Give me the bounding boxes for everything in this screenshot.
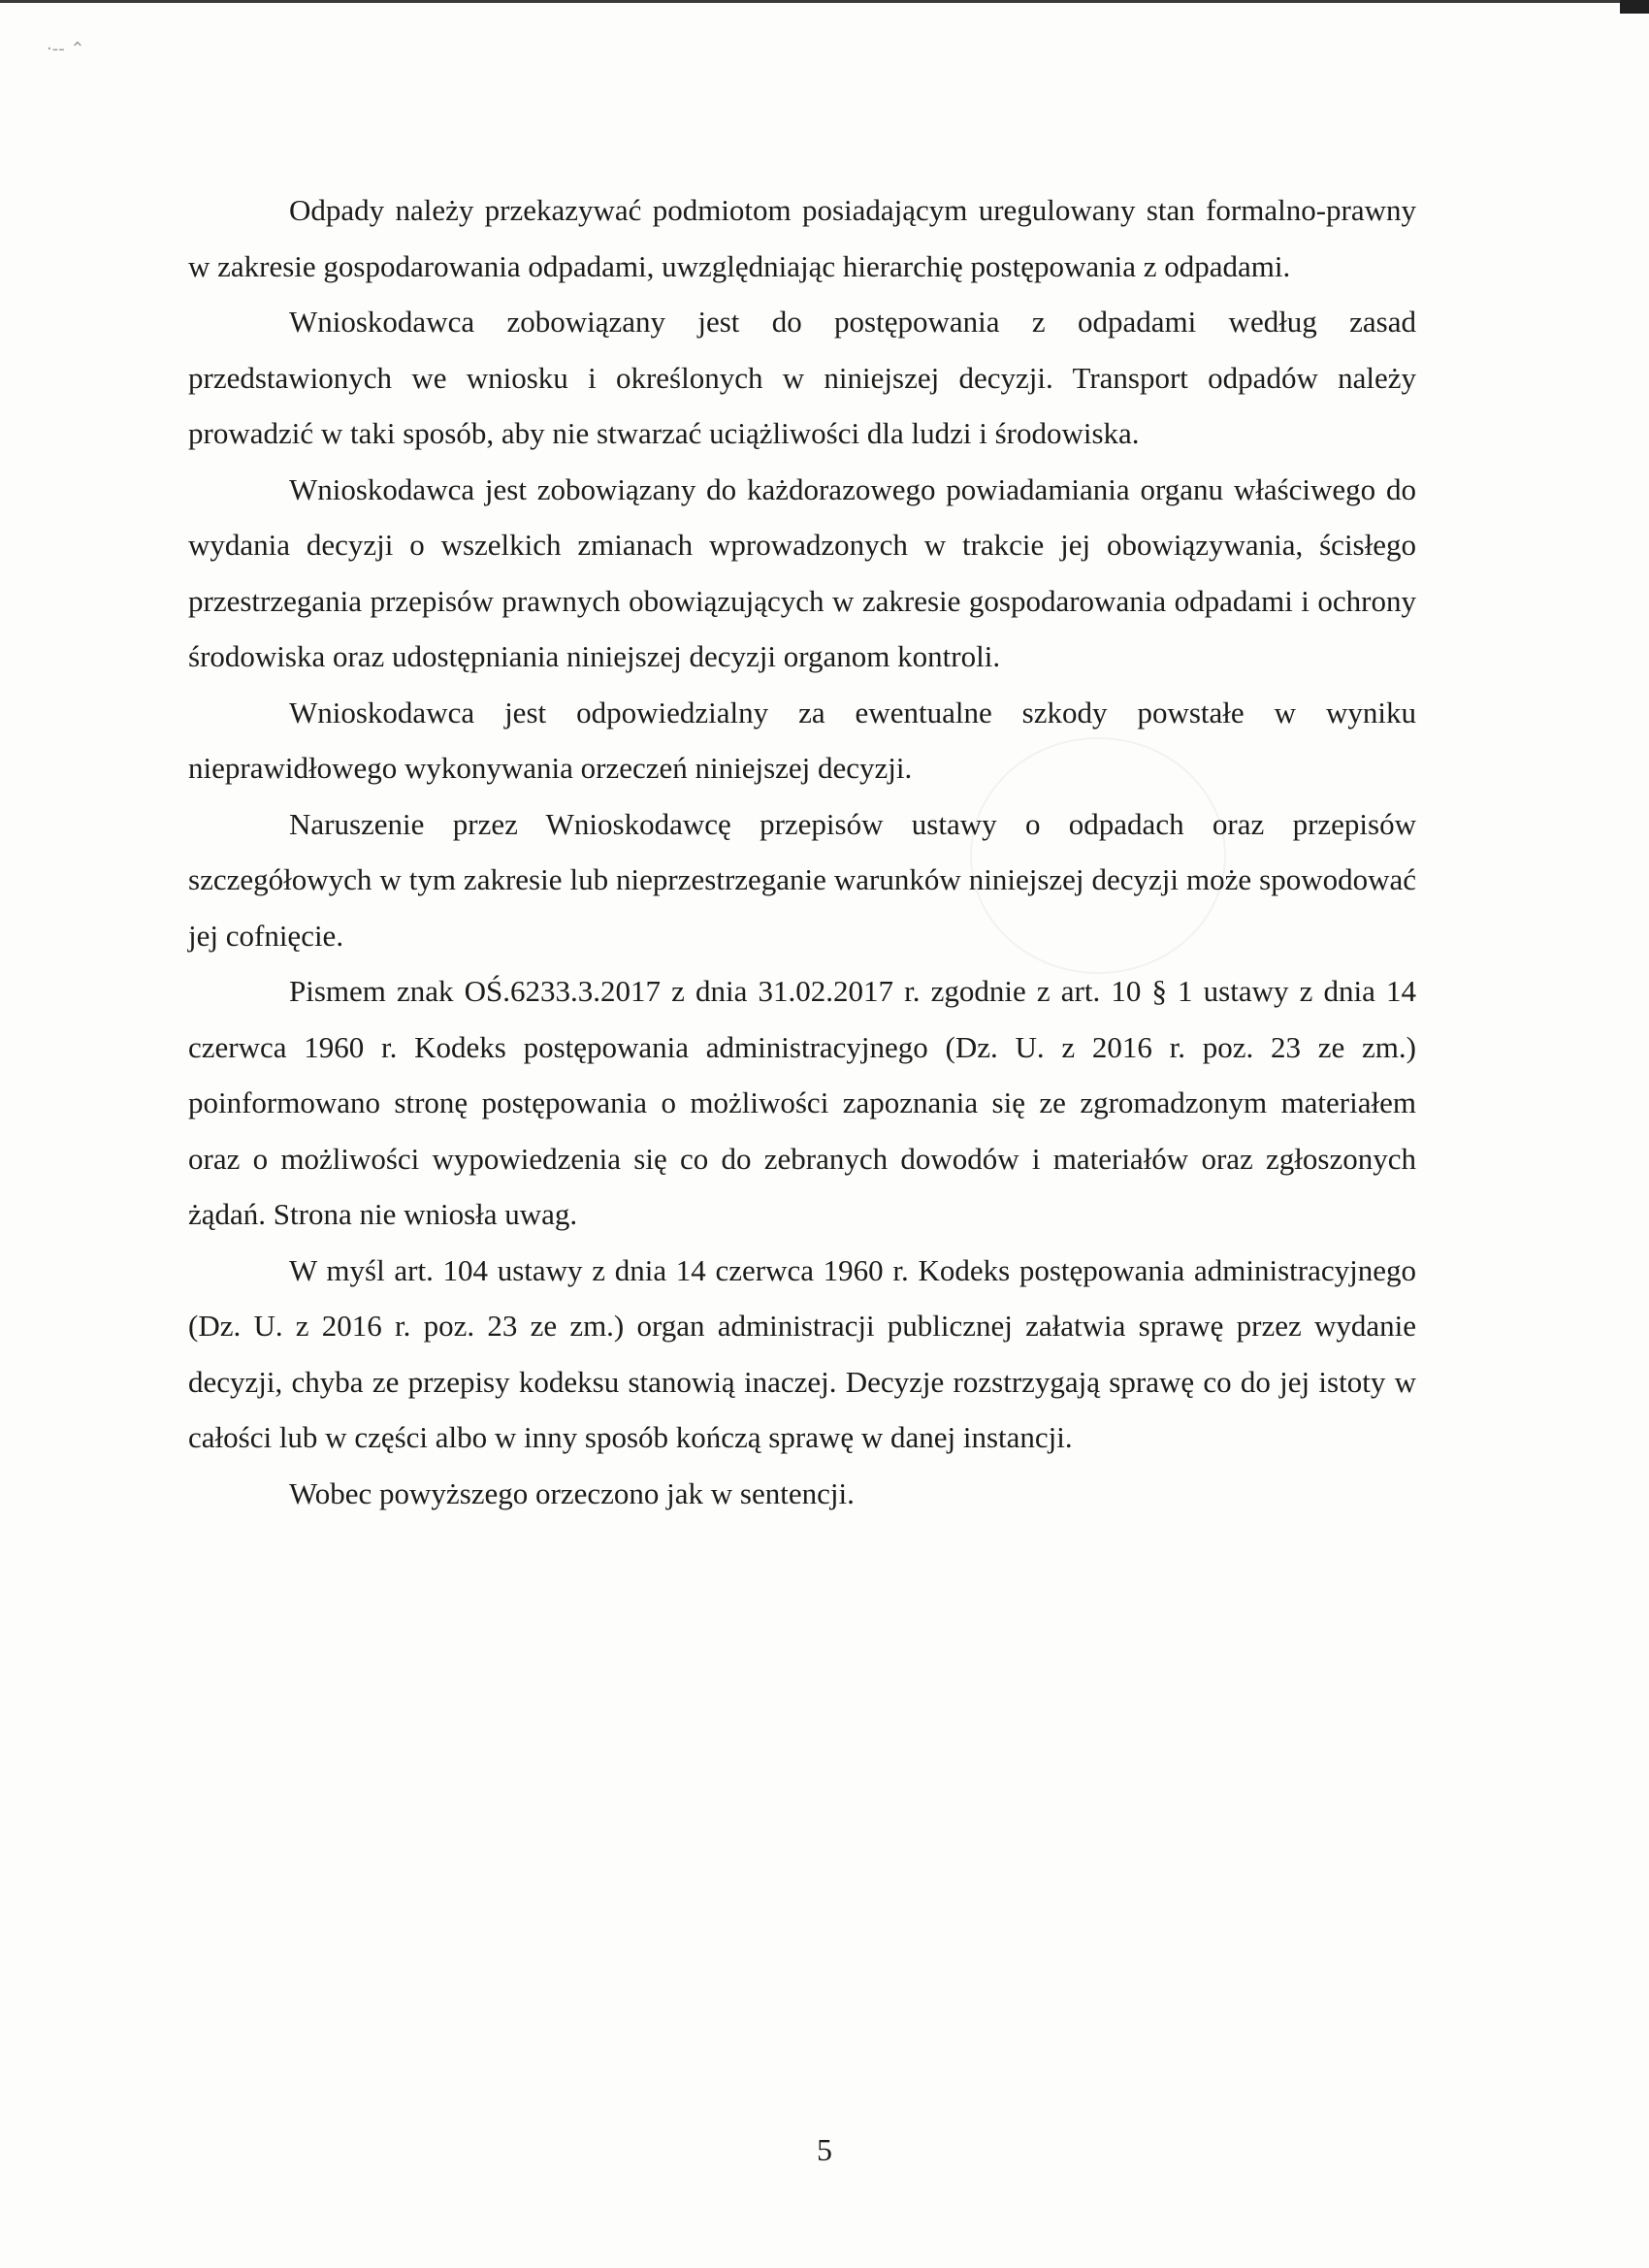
paragraph-conclusion: Wobec powyższego orzeczono jak w sentencji. xyxy=(289,1475,855,1510)
page-number: 5 xyxy=(817,2132,832,2167)
document-body xyxy=(188,182,1416,1521)
paragraph-legal-basis: W myśl art. 104 ustawy z dnia 14 czerwca 1960 r. Kodeks postępowania administracyjnego (Dz. U. z 2016 r. poz. 23 ze zm.) organ administracji publicznej załatwia sprawę przez wydanie decyzji, chyba ze przepisy kodeksu stanowią inaczej. Decyzje rozstrzygają sprawę co do jej istoty w całości lub w części albo w inny sposób kończą sprawę w danej instancji. xyxy=(188,1252,1416,1454)
scan-corner-mark xyxy=(1620,0,1649,14)
paragraph-liability: Wnioskodawca jest odpowiedzialny za ewentualne szkody powstałe w wyniku nieprawidłowego wykonywania orzeczeń niniejszej decyzji. xyxy=(188,695,1416,785)
paragraph-procedure-notice: Pismem znak OŚ.6233.3.2017 z dnia 31.02.2017 r. zgodnie z art. 10 § 1 ustawy z dnia 14 czerwca 1960 r. Kodeks postępowania administracyjnego (Dz. U. z 2016 r. poz. 23 ze zm.) poinformowano stronę postępowania o możliwości zapoznania się ze zgromadzonym materiałem oraz o możliwości wypowiedzenia się co do zebranych dowodów i materiałów oraz zgłoszonych żądań. Strona nie wniosła uwag. xyxy=(188,974,1416,1231)
paragraph-notification-duty: Wnioskodawca jest zobowiązany do każdorazowego powiadamiania organu właściwego do wydania decyzji o wszelkich zmianach wprowadzonych w trakcie jej obowiązywania, ścisłego przestrzegania przepisów prawnych obowiązujących w zakresie gospodarowania odpadami i ochrony środowiska oraz udostępniania niniejszej decyzji organom kontroli. xyxy=(188,471,1416,673)
paragraph-revocation: Naruszenie przez Wnioskodawcę przepisów ustawy o odpadach oraz przepisów szczegółowych w tym zakresie lub nieprzestrzeganie warunków niniejszej decyzji może spowodować jej cofnięcie. xyxy=(188,806,1416,953)
scan-top-border xyxy=(0,0,1649,3)
scan-artifact: ·-‑ ⌃ xyxy=(47,39,85,59)
paragraph-waste-handover: Odpady należy przekazywać podmiotom posiadającym uregulowany stan formalno-prawny w zakresie gospodarowania odpadami, uwzględniając hierarchię postępowania z odpadami. xyxy=(188,193,1416,283)
paragraph-applicant-obligations: Wnioskodawca zobowiązany jest do postępowania z odpadami według zasad przedstawionych we wniosku i określonych w niniejszej decyzji. Transport odpadów należy prowadzić w taki sposób, aby nie stwarzać uciążliwości dla ludzi i środowiska. xyxy=(188,305,1416,450)
